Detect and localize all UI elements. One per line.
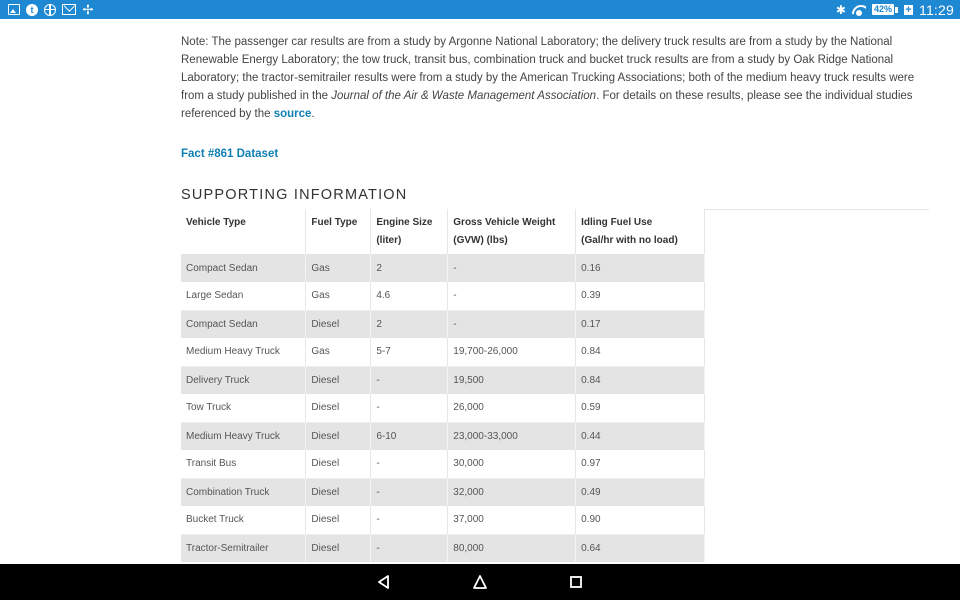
cell-vehicle: Compact Sedan	[181, 310, 306, 338]
cell-fuel: Diesel	[306, 478, 371, 506]
battery-icon	[872, 4, 898, 15]
cell-vehicle: Delivery Truck	[181, 366, 306, 394]
table-row	[181, 282, 705, 310]
bluetooth-icon: ✱	[835, 2, 846, 17]
globe-icon	[44, 4, 56, 16]
navigation-bar	[0, 564, 960, 600]
cell-vehicle: Compact Sedan	[181, 254, 306, 282]
header-fuel-type: Fuel Type	[306, 209, 371, 254]
cell-idle: 0.16	[576, 254, 705, 282]
notification-icons	[8, 2, 94, 17]
cell-engine: -	[371, 366, 448, 394]
cell-gvw: 32,000	[448, 478, 576, 506]
cell-fuel: Diesel	[306, 450, 371, 478]
idling-fuel-table	[181, 209, 705, 562]
cell-fuel: Diesel	[306, 506, 371, 534]
cell-gvw: -	[448, 310, 576, 338]
back-icon[interactable]	[376, 574, 392, 590]
cell-vehicle: Transit Bus	[181, 450, 306, 478]
header-engine-size: Engine Size (liter)	[371, 209, 448, 254]
cell-vehicle: Combination Truck	[181, 478, 306, 506]
section-title: SUPPORTING INFORMATION	[181, 187, 408, 203]
image-icon	[8, 4, 20, 15]
gmail-icon	[62, 4, 76, 15]
battery-level: 42%	[873, 4, 892, 14]
cell-engine: -	[371, 478, 448, 506]
cell-gvw: -	[448, 282, 576, 310]
cell-vehicle: Bucket Truck	[181, 506, 306, 534]
cell-gvw: 37,000	[448, 506, 576, 534]
wifi-icon	[852, 4, 866, 16]
cell-engine: -	[371, 394, 448, 422]
note-text-3: .	[311, 108, 315, 120]
note-text-1: Note: The passenger car results are from a study by Argonne National Laboratory; the delivery truck results are from a study by the National Renewable Energy Laboratory; the tow truck, transit bus, combination truck and bucket truck results are from a study by Oak Ridge National Laboratory; the tractor-semitrailer results were from a study by the American Trucking Associations; both of the medium heavy truck results were from a study published in the	[181, 36, 915, 102]
table-row	[181, 534, 705, 562]
cell-idle: 0.97	[576, 450, 705, 478]
table-row	[181, 366, 705, 394]
cell-engine: 6-10	[371, 422, 448, 450]
home-icon[interactable]	[472, 574, 488, 590]
table-row	[181, 254, 705, 282]
cell-gvw: -	[448, 254, 576, 282]
header-vehicle-type: Vehicle Type	[181, 209, 306, 254]
cell-gvw: 19,700-26,000	[448, 338, 576, 366]
cell-fuel: Gas	[306, 338, 371, 366]
fan-icon: ✢	[82, 2, 94, 17]
table-row	[181, 478, 705, 506]
cell-gvw: 26,000	[448, 394, 576, 422]
cell-fuel: Diesel	[306, 422, 371, 450]
cell-vehicle: Tractor-Semitrailer	[181, 534, 306, 562]
header-idling-fuel-use: Idling Fuel Use (Gal/hr with no load)	[576, 209, 705, 254]
source-link[interactable]: source	[273, 108, 312, 120]
cell-engine: 2	[371, 254, 448, 282]
cell-idle: 0.44	[576, 422, 705, 450]
cell-gvw: 30,000	[448, 450, 576, 478]
cell-vehicle: Medium Heavy Truck	[181, 422, 306, 450]
table-row	[181, 394, 705, 422]
cell-idle: 0.49	[576, 478, 705, 506]
cell-vehicle: Medium Heavy Truck	[181, 338, 306, 366]
cell-fuel: Diesel	[306, 534, 371, 562]
cell-engine: 2	[371, 310, 448, 338]
cell-engine: 5-7	[371, 338, 448, 366]
clock: 11:29	[919, 1, 954, 18]
cell-engine: 4.6	[371, 282, 448, 310]
cell-idle: 0.17	[576, 310, 705, 338]
cell-vehicle: Large Sedan	[181, 282, 306, 310]
table-row	[181, 506, 705, 534]
t-app-icon: t	[26, 4, 38, 16]
table-header-row	[181, 209, 705, 254]
status-bar	[0, 0, 960, 19]
dataset-link[interactable]: Fact #861 Dataset	[181, 148, 279, 160]
cell-idle: 0.84	[576, 338, 705, 366]
source-note	[181, 33, 921, 123]
charging-icon: +	[905, 3, 912, 16]
cell-fuel: Diesel	[306, 366, 371, 394]
journal-name: Journal of the Air & Waste Management Association	[331, 90, 597, 102]
table-row	[181, 422, 705, 450]
cell-gvw: 23,000-33,000	[448, 422, 576, 450]
recent-apps-icon[interactable]	[568, 574, 584, 590]
note-text-2: . For details on these results, please see the individual studies referenced by the	[181, 90, 913, 120]
cell-idle: 0.39	[576, 282, 705, 310]
cell-fuel: Diesel	[306, 394, 371, 422]
cell-fuel: Gas	[306, 254, 371, 282]
cell-gvw: 80,000	[448, 534, 576, 562]
cell-engine: -	[371, 506, 448, 534]
cell-idle: 0.90	[576, 506, 705, 534]
page-content	[181, 19, 931, 564]
header-gvw: Gross Vehicle Weight (GVW) (lbs)	[448, 209, 576, 254]
cell-fuel: Gas	[306, 282, 371, 310]
cell-vehicle: Tow Truck	[181, 394, 306, 422]
cell-gvw: 19,500	[448, 366, 576, 394]
cell-idle: 0.64	[576, 534, 705, 562]
cell-idle: 0.84	[576, 366, 705, 394]
cell-engine: -	[371, 534, 448, 562]
table-row	[181, 310, 705, 338]
table-row	[181, 450, 705, 478]
cell-idle: 0.59	[576, 394, 705, 422]
cell-engine: -	[371, 450, 448, 478]
cell-fuel: Diesel	[306, 310, 371, 338]
system-icons	[836, 1, 954, 18]
table-row	[181, 338, 705, 366]
